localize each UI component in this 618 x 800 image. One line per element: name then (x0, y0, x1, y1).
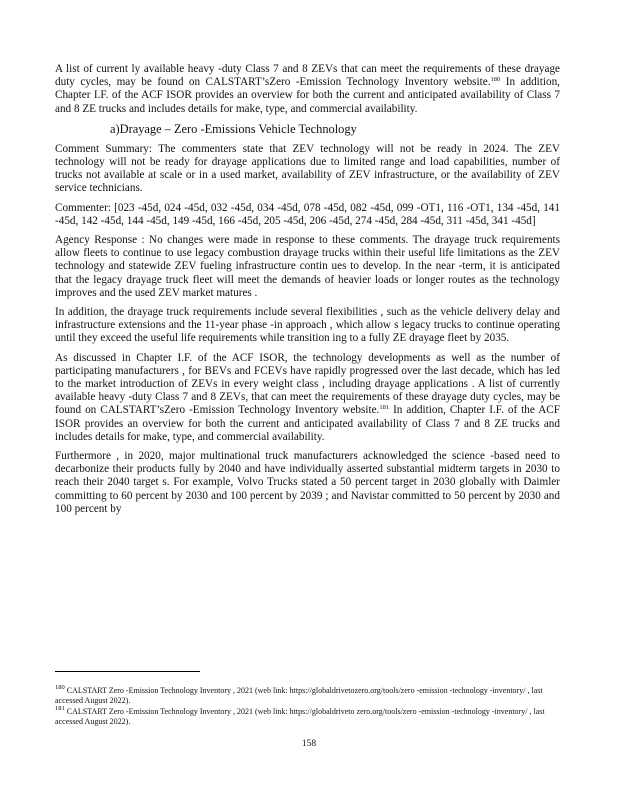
paragraph-as-discussed (55, 352, 560, 444)
footnotes (55, 686, 560, 728)
footnote (55, 704, 560, 728)
page-number: 158 (301, 739, 317, 749)
comment-summary: Comment Summary: The commenters state that ZEV technology will not be ready in 2024. The ZEV technology will not be ready for drayage applications due to limited range and load capabilities, number of trucks not available at scale or in a used market, availability of ZEV infrastructure, or the availability of ZEV service technicians. (55, 142, 560, 195)
paragraph-zev-list (55, 63, 560, 116)
footnote (55, 686, 560, 707)
footnote-ref-180[interactable]: 180 (490, 76, 501, 84)
paragraph-furthermore: Furthermore , in 2020, major multinational truck manufacturers acknowledged the science -based need to decarbonize their products fully by 2040 and have individually asserted substantial midterm targets in 2030 to reach their 2040 target s. For example, Volvo Trucks stated a 50 percent target in 2030 globally with Daimler committing to 60 percent by 2030 and 100 percent by 2039 ; and Navistar committed to 50 percent by 2030 and 100 percent by (55, 450, 560, 515)
paragraph-as-discussed-text: As discussed in Chapter I.F. of the ACF ISOR, the technology developments as well as the number of participating manufacturers , for BEVs and FCEVs have rapidly progressed over the last decade, which has led to the market introduction of ZEVs in every weight class , including drayage applications . A list of currently available heavy -duty Class 7 and 8 ZEVs, that can meet the requirements of these drayage duty cycles, may be found on CALSTART’sZero -Emission Technology Inventory website. (55, 351, 560, 417)
footnote-separator (55, 671, 200, 672)
paragraph-zev-list-text: A list of current ly available heavy -duty Class 7 and 8 ZEVs that can meet the requirements of these drayage duty cycles, may be found on CALSTART’sZero -Emission Technology Inventory website. (55, 63, 560, 89)
footnote-text: CALSTART Zero -Emission Technology Inventory , 2021 (web link: https://globaldriveto zero.org/tools/zero -emission -technology -inventory/ , last accessed August 2022). (55, 706, 545, 727)
commenter-list: Commenter: [023 -45d, 024 -45d, 032 -45d, 034 -45d, 078 -45d, 082 -45d, 099 -OT1, 116 -OT1, 134 -45d, 141 -45d, 142 -45d, 144 -45d, 149 -45d, 166 -45d, 205 -45d, 206 -45d, 274 -45d, 284 -45d, 311 -45d, 341 -45d] (55, 201, 560, 227)
section-heading: a)Drayage – Zero -Emissions Vehicle Technology (110, 121, 357, 136)
paragraph-zev-list-text-cont: In addition, Chapter I.F. of the ACF ISOR provides an overview for both the current and anticipated availability of Class 7 and 8 ZE trucks and includes details for make, type, and commercial availability. (55, 76, 560, 115)
agency-response: Agency Response : No changes were made in response to these comments. The drayage truck requirements allow fleets to continue to use legacy combustion drayage trucks within their useful life limitations as the ZEV technology and statewide ZEV fueling infrastructure contin ues to develop. In the near -term, it is anticipated that the legacy drayage truck fleet will meet the demands of heavier loads or longer routes as the technology improves and the used ZEV market matures . (55, 234, 560, 299)
footnote-number: 181 (55, 704, 65, 712)
paragraph-as-discussed-text-cont: In addition, Chapter I.F. of the ACF ISOR provides an overview for both the current and anticipated availability of Class 7 and 8 ZE trucks and includes details for make, type, and commercial availability. (55, 404, 560, 443)
footnote-ref-181[interactable]: 181 (379, 404, 390, 412)
body-text (55, 63, 560, 522)
footnote-text: CALSTART Zero -Emission Technology Inventory , 2021 (web link: https://globaldrivetozero.org/tools/zero -emission -technology -inventory/ , last accessed August 2022). (55, 686, 543, 706)
paragraph-flexibilities: In addition, the drayage truck requirements include several flexibilities , such as the vehicle delivery delay and infrastructure extensions and the 11-year phase -in approach , which allow s legacy trucks to continue operating until they exceed the useful life requirements while transition ing to a fully ZE drayage fleet by 2035. (55, 306, 560, 345)
footnote-number: 180 (55, 684, 65, 691)
